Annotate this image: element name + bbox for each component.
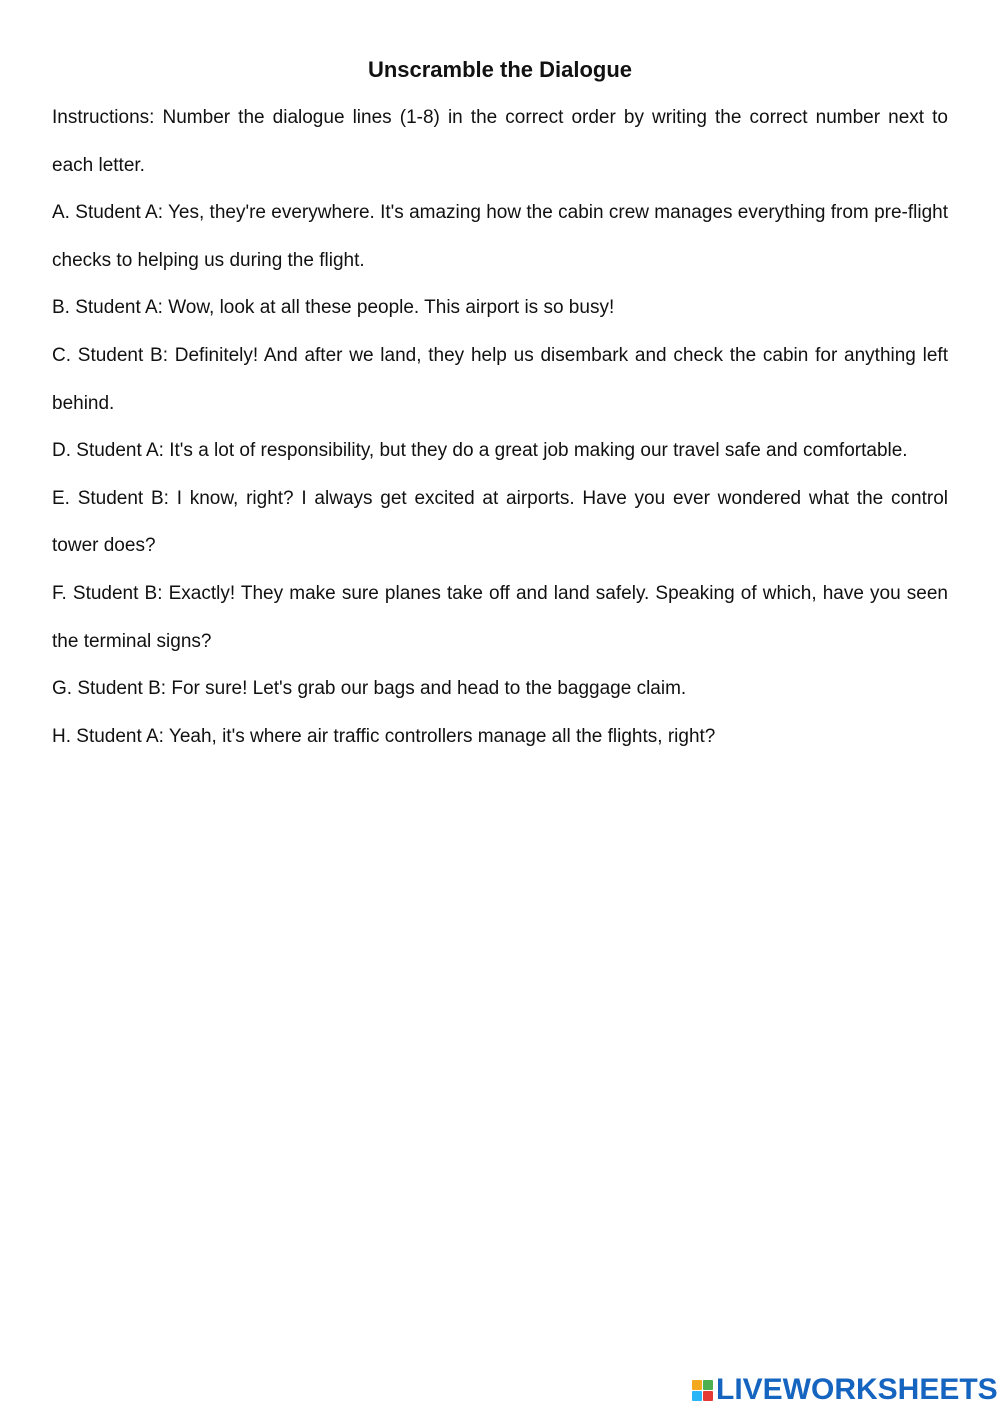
instructions: Instructions: Number the dialogue lines (1-8) in the correct order by writing the correct number next to each letter.	[52, 107, 948, 176]
dialogue-line-e: E. Student B: I know, right? I always get excited at airports. Have you ever wondered what the control tower does?	[52, 487, 948, 557]
dialogue-line-f: F. Student B: Exactly! They make sure planes take off and land safely. Speaking of which, have you seen the terminal signs?	[52, 582, 948, 652]
dialogue-line-a: A. Student A: Yes, they're everywhere. It's amazing how the cabin crew manages everything from pre-flight checks to helping us during the flight.	[52, 202, 948, 271]
dialogue-line-b: B. Student A: Wow, look at all these people. This airport is so busy!	[52, 297, 615, 319]
dialogue-line-g: G. Student B: For sure! Let's grab our bags and head to the baggage claim.	[52, 678, 687, 700]
worksheet-content	[52, 94, 948, 760]
dialogue-line-c: C. Student B: Definitely! And after we land, they help us disembark and check the cabin for anything left behind.	[52, 344, 948, 414]
logo-square-3	[692, 1391, 702, 1401]
logo-square-4	[703, 1391, 713, 1401]
logo-mark-icon	[692, 1380, 713, 1401]
logo-square-2	[703, 1380, 713, 1390]
dialogue-line-h: H. Student A: Yeah, it's where air traffic controllers manage all the flights, right?	[52, 725, 716, 747]
dialogue-line-d: D. Student A: It's a lot of responsibility, but they do a great job making our travel safe and comfortable.	[52, 440, 908, 462]
liveworksheets-logo	[692, 1374, 998, 1406]
logo-text: LIVEWORKSHEETS	[716, 1373, 998, 1406]
page-title: Unscramble the Dialogue	[367, 57, 633, 82]
logo-square-1	[692, 1380, 702, 1390]
